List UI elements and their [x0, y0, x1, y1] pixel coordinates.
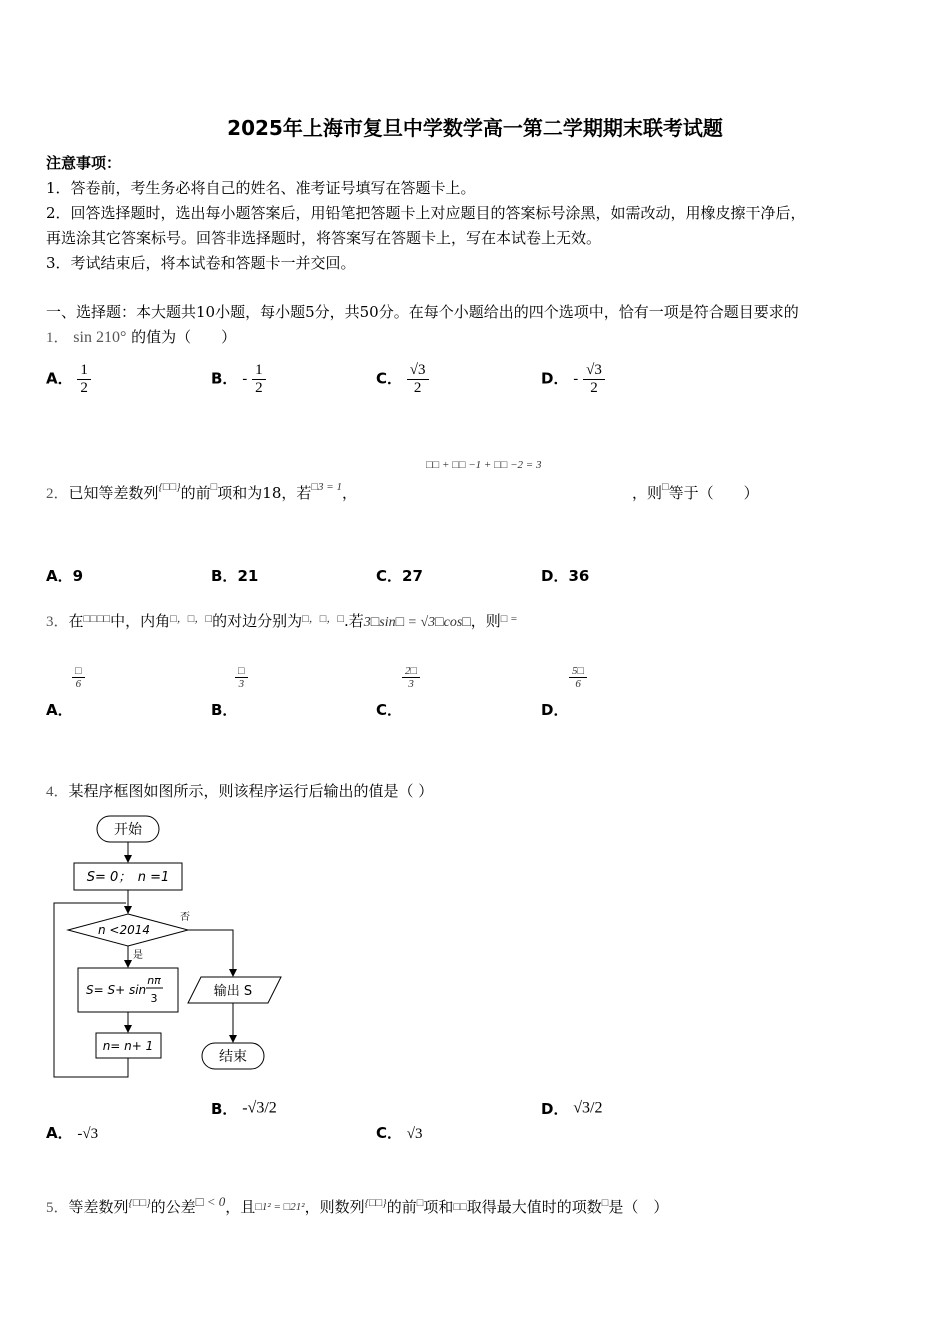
question-4: 4．某程序框图如图所示，则该程序运行后输出的值是（ ） — [46, 782, 434, 800]
flow-update-frac-num: nπ — [147, 974, 161, 987]
q2-condition-2: □□ + □□ −1 + □□ −2 = 3 — [426, 459, 542, 471]
q2-option-c[interactable]: C．27 — [376, 567, 423, 585]
question-number: 1． — [46, 330, 69, 346]
q4-option-c[interactable]: C． √3 — [376, 1124, 423, 1142]
notice-item: 再选涂其它答案标号。回答非选择题时，将答案写在答题卡上，写在本试卷上无效。 — [46, 229, 602, 247]
notice-item: 1．答卷前，考生务必将自己的姓名、准考证号填写在答题卡上。 — [46, 179, 476, 197]
question-3: 3．在□□□□中，内角□，□，□的对边分别为□，□，□.若3□sin□ = √3□cos□，则□ = — [46, 612, 518, 630]
q2-option-b[interactable]: B．21 — [211, 567, 259, 585]
flow-increment-label: n= n+ 1 — [102, 1039, 154, 1053]
flow-yes-label: 是 — [133, 950, 143, 961]
flowchart — [46, 810, 296, 1085]
flow-init-label: S= 0； n =1 — [86, 870, 170, 885]
flow-no-label: 否 — [180, 912, 190, 923]
flow-start-label: 开始 — [114, 822, 142, 838]
flow-update-label: S= S+ sin — [86, 983, 147, 997]
q1-option-d[interactable]: D． - $\frac{√3}{2}$ — [541, 362, 605, 397]
page-title: 2025年上海市复旦中学数学高一第二学期期末联考试题 — [227, 116, 723, 140]
q1-expression: sin 210° — [73, 329, 127, 346]
question-5: 5．等差数列{□□}的公差□ < 0，且□1² = □21²，则数列{□□}的前□项和□□取得最大值时的项数□是（ ） — [46, 1194, 669, 1216]
q2-option-a[interactable]: A．9 — [46, 567, 84, 585]
question-2-tail: ，则□等于（ ） — [632, 481, 759, 502]
q2-option-d[interactable]: D．36 — [541, 567, 590, 585]
q1-option-b[interactable]: B． - $\frac{1}{2}$ — [211, 362, 266, 397]
section-heading: 一、选择题：本大题共10小题，每小题5分，共50分。在每个小题给出的四个选项中，恰有一项是符合题目要求的 — [46, 303, 799, 321]
q4-option-b[interactable]: B． -√3/2 — [211, 1099, 277, 1118]
q4-option-d[interactable]: D． √3/2 — [541, 1099, 603, 1118]
q1-option-a[interactable]: A． $\frac{1}{2}$ — [46, 362, 91, 397]
q1-text: 的值为（ ） — [131, 328, 237, 346]
notice-item: 2．回答选择题时，选出每小题答案后，用铅笔把答题卡上对应题目的答案标号涂黑，如需改动，用橡皮擦干净后， — [46, 204, 806, 222]
q4-option-a[interactable]: A． -√3 — [46, 1124, 99, 1142]
question-1 — [46, 326, 236, 347]
notice-item: 3．考试结束后，将本试卷和答题卡一并交回。 — [46, 254, 356, 272]
flow-update-frac-den: 3 — [150, 992, 158, 1005]
flow-decision-label: n <2014 — [97, 923, 151, 937]
question-2: 2．已知等差数列{□□}的前□项和为18，若$^{□3 = 1}$， — [46, 481, 357, 502]
notice-heading: 注意事项： — [46, 154, 122, 172]
flow-end-label: 结束 — [219, 1049, 247, 1065]
flow-output-label: 输出 S — [213, 984, 253, 999]
q1-option-c[interactable]: C． $\frac{√3}{2}$ — [376, 362, 429, 397]
